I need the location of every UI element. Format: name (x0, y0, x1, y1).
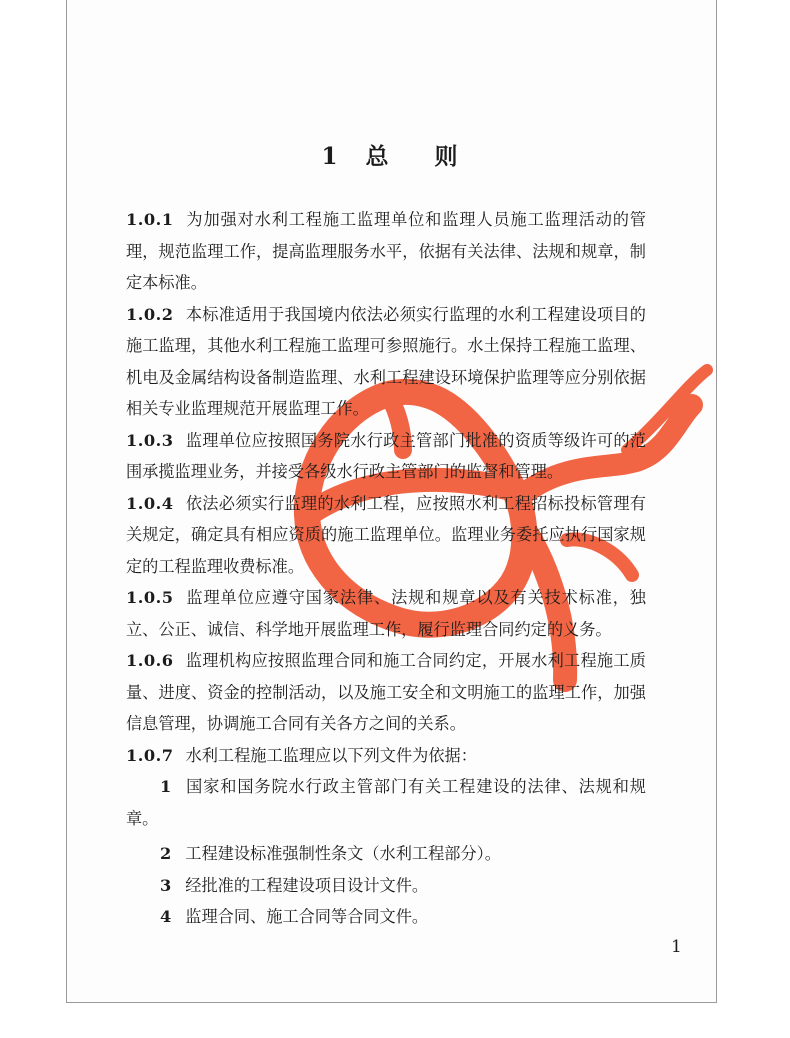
list-item-number: 4 (160, 907, 172, 926)
list-item-text: 经批准的工程建设项目设计文件。 (185, 875, 429, 895)
list-item-text: 国家和国务院水行政主管部门有关工程建设的法律、法规和规章。 (126, 777, 646, 828)
clause-number: 1.0.7 (126, 745, 174, 765)
clause-text: 监理单位应按照国务院水行政主管部门批准的资质等级许可的范围承揽监理业务，并接受各级水行政主管部门的监督和管理。 (126, 430, 646, 481)
clause-number: 1.0.5 (126, 588, 174, 607)
list-item-text: 工程建设标准强制性条文（水利工程部分）。 (185, 844, 501, 863)
list-item-number: 3 (160, 875, 172, 895)
clause-text: 为加强对水利工程施工监理单位和监理人员施工监理活动的管理，规范监理工作，提高监理服务水平，依据有关法律、法规和规章，制定本标准。 (126, 210, 646, 292)
chapter-title-part1: 总 (365, 143, 395, 170)
list-item-number: 2 (160, 844, 172, 863)
list-item-text: 监理合同、施工合同等合同文件。 (185, 907, 429, 926)
list-item (126, 870, 646, 902)
clause-number: 1.0.3 (126, 430, 174, 450)
clause (126, 425, 646, 488)
clause (126, 582, 646, 645)
clause (126, 645, 646, 740)
chapter-title (67, 138, 718, 171)
list-item (126, 901, 646, 933)
clause-number: 1.0.4 (126, 493, 174, 513)
chapter-title-part2: 则 (434, 143, 464, 170)
list-item (126, 838, 646, 870)
clause-number: 1.0.1 (126, 210, 174, 229)
clause-text: 本标准适用于我国境内依法必须实行监理的水利工程建设项目的施工监理，其他水利工程施工监理可参照施行。水土保持工程施工监理、机电及金属结构设备制造监理、水利工程建设环境保护监理等应分别依据相关专业监理规范开展监理工作。 (126, 304, 646, 418)
list-item-number: 1 (160, 777, 172, 796)
clause-number: 1.0.6 (126, 651, 174, 670)
body-text (126, 204, 646, 933)
chapter-number: 1 (321, 143, 344, 170)
clause (126, 204, 646, 299)
clause-text: 依法必须实行监理的水利工程，应按照水利工程招标投标管理有关规定，确定具有相应资质的施工监理单位。监理业务委托应执行国家规定的工程监理收费标准。 (126, 493, 646, 576)
clause-text: 监理单位应遵守国家法律、法规和规章以及有关技术标准，独立、公正、诚信、科学地开展监理工作，履行监理合同约定的义务。 (126, 588, 646, 639)
clause (126, 740, 646, 772)
clause-number: 1.0.2 (126, 304, 174, 324)
clause-text: 监理机构应按照监理合同和施工合同约定，开展水利工程施工质量、进度、资金的控制活动，以及施工安全和文明施工的监理工作，加强信息管理，协调施工合同有关各方之间的关系。 (126, 651, 646, 733)
clause (126, 488, 646, 583)
clause-text: 水利工程施工监理应以下列文件为依据： (185, 745, 477, 765)
page-number: 1 (671, 937, 682, 957)
list-item (126, 771, 646, 834)
clause (126, 299, 646, 425)
